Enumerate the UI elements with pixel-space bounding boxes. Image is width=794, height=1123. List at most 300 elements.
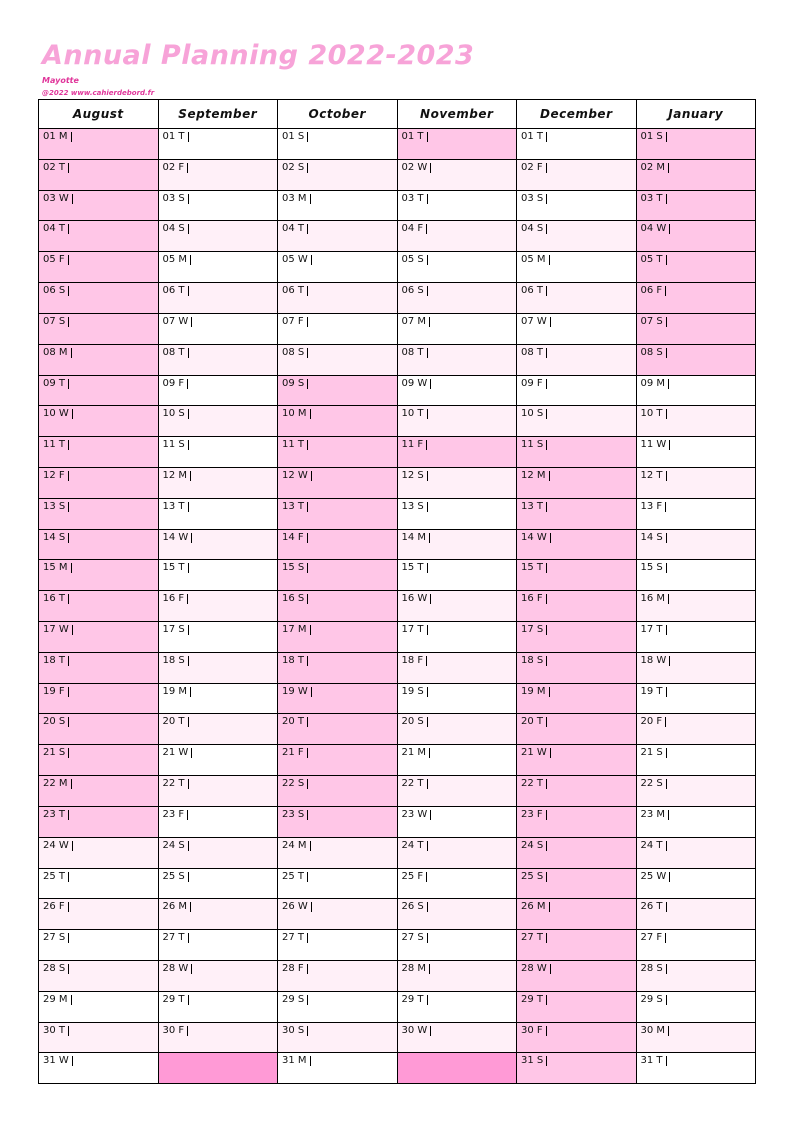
- day-cell[interactable]: [517, 345, 636, 376]
- day-cell[interactable]: [159, 560, 278, 591]
- day-cell[interactable]: [398, 807, 517, 838]
- day-cell[interactable]: [159, 714, 278, 745]
- day-cell[interactable]: [517, 961, 636, 992]
- day-label: 16 F: [163, 594, 189, 604]
- day-label: 02 M: [641, 163, 670, 173]
- day-cell[interactable]: [398, 376, 517, 407]
- day-cell[interactable]: [398, 252, 517, 283]
- day-cell[interactable]: [159, 807, 278, 838]
- day-cell[interactable]: [637, 591, 756, 622]
- day-cell[interactable]: [39, 745, 158, 776]
- day-label: 25 S: [163, 872, 189, 882]
- day-label: 07 F: [282, 317, 308, 327]
- day-label: 19 M: [521, 687, 550, 697]
- day-label: 08 T: [402, 348, 428, 358]
- page-title: Annual Planning 2022-2023: [42, 40, 475, 71]
- day-cell[interactable]: [637, 129, 756, 160]
- day-cell[interactable]: [278, 838, 397, 869]
- day-cell[interactable]: [517, 468, 636, 499]
- day-cell[interactable]: [159, 1023, 278, 1054]
- day-cell[interactable]: [637, 376, 756, 407]
- day-cell[interactable]: [637, 560, 756, 591]
- day-cell[interactable]: [278, 129, 397, 160]
- day-label: 06 F: [641, 286, 667, 296]
- day-cell[interactable]: [39, 1023, 158, 1054]
- day-label: 31 M: [282, 1056, 311, 1066]
- day-cell[interactable]: [637, 745, 756, 776]
- day-cell[interactable]: [637, 838, 756, 869]
- day-label: 11 S: [163, 440, 189, 450]
- day-label: 22 M: [43, 779, 72, 789]
- day-label: 07 M: [402, 317, 431, 327]
- day-cell[interactable]: [517, 930, 636, 961]
- day-label: 13 F: [641, 502, 667, 512]
- day-cell[interactable]: [637, 869, 756, 900]
- day-cell[interactable]: [278, 437, 397, 468]
- day-cell[interactable]: [278, 530, 397, 561]
- day-cell[interactable]: [398, 714, 517, 745]
- day-cell[interactable]: [637, 961, 756, 992]
- day-cell[interactable]: [278, 622, 397, 653]
- day-cell[interactable]: [278, 961, 397, 992]
- day-label: 14 M: [402, 533, 431, 543]
- day-label: 25 F: [402, 872, 428, 882]
- day-label: 26 T: [641, 902, 667, 912]
- day-cell[interactable]: [278, 499, 397, 530]
- day-label: 19 W: [282, 687, 312, 697]
- day-label: 21 W: [163, 748, 193, 758]
- day-cell[interactable]: [39, 560, 158, 591]
- day-cell[interactable]: [159, 530, 278, 561]
- day-cell[interactable]: [278, 252, 397, 283]
- day-cell[interactable]: [159, 653, 278, 684]
- day-cell[interactable]: [278, 653, 397, 684]
- day-label: 25 T: [43, 872, 69, 882]
- day-label: 14 F: [282, 533, 308, 543]
- day-cell[interactable]: [637, 499, 756, 530]
- day-label: 11 S: [521, 440, 547, 450]
- day-cell[interactable]: [398, 930, 517, 961]
- day-label: 25 W: [641, 872, 671, 882]
- day-label: 19 M: [163, 687, 192, 697]
- day-cell[interactable]: [517, 714, 636, 745]
- day-cell[interactable]: [637, 714, 756, 745]
- day-label: 31 S: [521, 1056, 547, 1066]
- day-cell[interactable]: [159, 191, 278, 222]
- day-cell[interactable]: [159, 499, 278, 530]
- day-cell[interactable]: [278, 1053, 397, 1083]
- day-cell[interactable]: [159, 406, 278, 437]
- day-cell[interactable]: [517, 653, 636, 684]
- day-cell[interactable]: [637, 684, 756, 715]
- day-cell[interactable]: [398, 437, 517, 468]
- day-cell[interactable]: [39, 1053, 158, 1083]
- day-label: 03 M: [282, 194, 311, 204]
- day-cell[interactable]: [398, 314, 517, 345]
- day-cell[interactable]: [159, 869, 278, 900]
- day-cell[interactable]: [398, 345, 517, 376]
- day-label: 07 S: [641, 317, 667, 327]
- day-cell[interactable]: [159, 776, 278, 807]
- day-label: 24 S: [521, 841, 547, 851]
- day-cell[interactable]: [159, 622, 278, 653]
- day-cell[interactable]: [39, 376, 158, 407]
- day-cell[interactable]: [39, 129, 158, 160]
- day-cell[interactable]: [637, 160, 756, 191]
- day-label: 02 T: [43, 163, 69, 173]
- day-cell[interactable]: [517, 252, 636, 283]
- day-label: 06 T: [282, 286, 308, 296]
- day-label: 08 S: [641, 348, 667, 358]
- day-cell[interactable]: [278, 221, 397, 252]
- day-label: 20 T: [521, 717, 547, 727]
- day-cell[interactable]: [39, 684, 158, 715]
- day-cell[interactable]: [278, 684, 397, 715]
- day-label: 26 M: [521, 902, 550, 912]
- day-label: 17 T: [641, 625, 667, 635]
- day-label: 10 W: [43, 409, 73, 419]
- day-label: 01 S: [641, 132, 667, 142]
- day-cell[interactable]: [398, 530, 517, 561]
- day-label: 16 S: [282, 594, 308, 604]
- day-cell[interactable]: [278, 468, 397, 499]
- day-cell[interactable]: [39, 530, 158, 561]
- day-label: 25 T: [282, 872, 308, 882]
- day-cell[interactable]: [398, 684, 517, 715]
- day-cell[interactable]: [517, 1023, 636, 1054]
- day-cell[interactable]: [398, 129, 517, 160]
- day-label: 06 T: [163, 286, 189, 296]
- day-label: 02 W: [402, 163, 432, 173]
- day-cell[interactable]: [637, 191, 756, 222]
- day-label: 20 T: [282, 717, 308, 727]
- day-cell[interactable]: [159, 838, 278, 869]
- day-label: 03 S: [521, 194, 547, 204]
- day-label: 24 M: [282, 841, 311, 851]
- day-label: 24 S: [163, 841, 189, 851]
- day-cell[interactable]: [278, 406, 397, 437]
- day-label: 21 S: [43, 748, 69, 758]
- day-cell[interactable]: [398, 622, 517, 653]
- day-cell[interactable]: [39, 653, 158, 684]
- day-cell[interactable]: [398, 221, 517, 252]
- day-cell[interactable]: [637, 468, 756, 499]
- day-cell[interactable]: [517, 160, 636, 191]
- day-cell[interactable]: [278, 191, 397, 222]
- day-cell[interactable]: [517, 560, 636, 591]
- day-cell[interactable]: [278, 745, 397, 776]
- day-label: 07 W: [163, 317, 193, 327]
- day-label: 22 T: [402, 779, 428, 789]
- day-cell[interactable]: [39, 776, 158, 807]
- day-cell[interactable]: [517, 406, 636, 437]
- day-cell[interactable]: [517, 1053, 636, 1083]
- day-cell[interactable]: [517, 283, 636, 314]
- day-label: 05 F: [43, 255, 69, 265]
- day-cell[interactable]: [398, 1023, 517, 1054]
- day-label: 27 T: [163, 933, 189, 943]
- day-cell[interactable]: [517, 776, 636, 807]
- day-cell[interactable]: [637, 406, 756, 437]
- day-label: 16 F: [521, 594, 547, 604]
- day-label: 31 W: [43, 1056, 73, 1066]
- day-label: 23 W: [402, 810, 432, 820]
- day-cell[interactable]: [517, 499, 636, 530]
- empty-day-cell: [398, 1053, 517, 1083]
- day-cell[interactable]: [517, 869, 636, 900]
- day-label: 03 W: [43, 194, 73, 204]
- day-cell[interactable]: [159, 314, 278, 345]
- day-cell[interactable]: [159, 745, 278, 776]
- day-label: 15 M: [43, 563, 72, 573]
- day-cell[interactable]: [517, 376, 636, 407]
- day-label: 07 S: [43, 317, 69, 327]
- day-cell[interactable]: [159, 591, 278, 622]
- day-cell[interactable]: [517, 591, 636, 622]
- day-cell[interactable]: [637, 1023, 756, 1054]
- day-label: 28 W: [163, 964, 193, 974]
- day-cell[interactable]: [39, 191, 158, 222]
- day-cell[interactable]: [398, 560, 517, 591]
- day-cell[interactable]: [39, 992, 158, 1023]
- day-label: 16 M: [641, 594, 670, 604]
- day-cell[interactable]: [398, 591, 517, 622]
- day-cell[interactable]: [637, 345, 756, 376]
- day-cell[interactable]: [637, 930, 756, 961]
- day-cell[interactable]: [398, 406, 517, 437]
- day-label: 22 S: [282, 779, 308, 789]
- day-cell[interactable]: [398, 499, 517, 530]
- day-cell[interactable]: [159, 468, 278, 499]
- day-label: 06 S: [402, 286, 428, 296]
- day-cell[interactable]: [398, 191, 517, 222]
- day-label: 22 S: [641, 779, 667, 789]
- day-cell[interactable]: [278, 345, 397, 376]
- day-label: 23 F: [163, 810, 189, 820]
- day-label: 13 T: [282, 502, 308, 512]
- day-cell[interactable]: [159, 345, 278, 376]
- day-label: 14 S: [641, 533, 667, 543]
- day-cell[interactable]: [517, 221, 636, 252]
- day-cell[interactable]: [517, 530, 636, 561]
- day-cell[interactable]: [517, 745, 636, 776]
- day-label: 04 T: [43, 224, 69, 234]
- day-label: 20 S: [43, 717, 69, 727]
- day-cell[interactable]: [398, 838, 517, 869]
- day-label: 12 F: [43, 471, 69, 481]
- day-cell[interactable]: [637, 899, 756, 930]
- day-cell[interactable]: [278, 160, 397, 191]
- day-cell[interactable]: [517, 684, 636, 715]
- day-cell[interactable]: [278, 930, 397, 961]
- day-cell[interactable]: [159, 160, 278, 191]
- day-cell[interactable]: [278, 869, 397, 900]
- month-header: January: [637, 99, 756, 129]
- day-label: 28 S: [641, 964, 667, 974]
- day-cell[interactable]: [398, 992, 517, 1023]
- day-cell[interactable]: [39, 930, 158, 961]
- day-cell[interactable]: [39, 437, 158, 468]
- day-label: 19 S: [402, 687, 428, 697]
- day-cell[interactable]: [517, 129, 636, 160]
- month-column-december: [517, 99, 637, 1083]
- day-cell[interactable]: [159, 283, 278, 314]
- day-cell[interactable]: [637, 622, 756, 653]
- day-cell[interactable]: [278, 560, 397, 591]
- day-cell[interactable]: [39, 252, 158, 283]
- day-cell[interactable]: [39, 714, 158, 745]
- day-label: 12 S: [402, 471, 428, 481]
- day-cell[interactable]: [517, 838, 636, 869]
- day-cell[interactable]: [398, 745, 517, 776]
- day-cell[interactable]: [278, 899, 397, 930]
- day-cell[interactable]: [398, 776, 517, 807]
- day-label: 29 M: [43, 995, 72, 1005]
- day-label: 17 W: [43, 625, 73, 635]
- day-label: 23 F: [521, 810, 547, 820]
- day-label: 26 F: [43, 902, 69, 912]
- day-cell[interactable]: [637, 776, 756, 807]
- day-label: 15 S: [282, 563, 308, 573]
- day-cell[interactable]: [39, 807, 158, 838]
- day-label: 19 F: [43, 687, 69, 697]
- day-cell[interactable]: [278, 1023, 397, 1054]
- day-cell[interactable]: [39, 838, 158, 869]
- day-cell[interactable]: [637, 1053, 756, 1083]
- day-cell[interactable]: [637, 221, 756, 252]
- day-label: 09 F: [163, 379, 189, 389]
- day-label: 11 T: [282, 440, 308, 450]
- day-label: 30 T: [43, 1026, 69, 1036]
- day-cell[interactable]: [398, 160, 517, 191]
- day-label: 28 W: [521, 964, 551, 974]
- day-cell[interactable]: [637, 437, 756, 468]
- day-cell[interactable]: [159, 961, 278, 992]
- day-label: 05 S: [402, 255, 428, 265]
- day-cell[interactable]: [398, 283, 517, 314]
- month-column-january: [637, 99, 757, 1083]
- day-cell[interactable]: [517, 622, 636, 653]
- copyright-text: @2022 www.cahierdebord.fr: [42, 89, 155, 97]
- day-cell[interactable]: [39, 283, 158, 314]
- day-cell[interactable]: [517, 899, 636, 930]
- day-label: 19 T: [641, 687, 667, 697]
- day-label: 04 W: [641, 224, 671, 234]
- day-cell[interactable]: [637, 653, 756, 684]
- day-label: 24 T: [641, 841, 667, 851]
- day-label: 24 T: [402, 841, 428, 851]
- day-label: 27 S: [43, 933, 69, 943]
- month-column-october: [278, 99, 398, 1083]
- day-cell[interactable]: [278, 714, 397, 745]
- day-cell[interactable]: [398, 869, 517, 900]
- day-label: 11 W: [641, 440, 671, 450]
- day-cell[interactable]: [39, 160, 158, 191]
- day-cell[interactable]: [39, 345, 158, 376]
- day-cell[interactable]: [637, 283, 756, 314]
- day-label: 23 M: [641, 810, 670, 820]
- day-cell[interactable]: [159, 899, 278, 930]
- day-cell[interactable]: [39, 869, 158, 900]
- day-cell[interactable]: [517, 437, 636, 468]
- day-cell[interactable]: [39, 622, 158, 653]
- day-label: 16 T: [43, 594, 69, 604]
- day-cell[interactable]: [39, 499, 158, 530]
- day-cell[interactable]: [637, 992, 756, 1023]
- day-cell[interactable]: [278, 992, 397, 1023]
- day-cell[interactable]: [39, 314, 158, 345]
- day-label: 06 T: [521, 286, 547, 296]
- day-label: 18 T: [282, 656, 308, 666]
- day-cell[interactable]: [637, 314, 756, 345]
- day-cell[interactable]: [159, 129, 278, 160]
- day-label: 13 T: [521, 502, 547, 512]
- day-label: 31 T: [641, 1056, 667, 1066]
- day-cell[interactable]: [278, 376, 397, 407]
- day-cell[interactable]: [159, 930, 278, 961]
- day-cell[interactable]: [637, 530, 756, 561]
- day-label: 13 S: [402, 502, 428, 512]
- day-cell[interactable]: [39, 899, 158, 930]
- day-label: 20 T: [163, 717, 189, 727]
- day-label: 09 F: [521, 379, 547, 389]
- day-cell[interactable]: [39, 961, 158, 992]
- day-label: 21 F: [282, 748, 308, 758]
- day-cell[interactable]: [159, 252, 278, 283]
- day-cell[interactable]: [278, 807, 397, 838]
- day-label: 12 W: [282, 471, 312, 481]
- day-label: 28 S: [43, 964, 69, 974]
- day-cell[interactable]: [159, 437, 278, 468]
- day-label: 24 W: [43, 841, 73, 851]
- day-cell[interactable]: [398, 468, 517, 499]
- day-label: 23 S: [282, 810, 308, 820]
- day-label: 27 T: [521, 933, 547, 943]
- day-cell[interactable]: [637, 252, 756, 283]
- day-cell[interactable]: [278, 283, 397, 314]
- day-label: 13 S: [43, 502, 69, 512]
- day-cell[interactable]: [398, 961, 517, 992]
- day-cell[interactable]: [39, 468, 158, 499]
- day-cell[interactable]: [398, 653, 517, 684]
- day-cell[interactable]: [39, 221, 158, 252]
- day-cell[interactable]: [398, 899, 517, 930]
- day-cell[interactable]: [159, 684, 278, 715]
- day-cell[interactable]: [278, 591, 397, 622]
- day-cell[interactable]: [278, 314, 397, 345]
- day-cell[interactable]: [39, 591, 158, 622]
- day-cell[interactable]: [517, 314, 636, 345]
- day-label: 05 W: [282, 255, 312, 265]
- day-label: 12 T: [641, 471, 667, 481]
- day-label: 22 T: [521, 779, 547, 789]
- day-label: 03 S: [163, 194, 189, 204]
- day-cell[interactable]: [159, 992, 278, 1023]
- day-cell[interactable]: [159, 376, 278, 407]
- day-label: 29 T: [163, 995, 189, 1005]
- day-cell[interactable]: [517, 807, 636, 838]
- day-label: 08 T: [521, 348, 547, 358]
- day-cell[interactable]: [517, 992, 636, 1023]
- day-label: 09 S: [282, 379, 308, 389]
- day-cell[interactable]: [159, 221, 278, 252]
- day-cell[interactable]: [517, 191, 636, 222]
- day-cell[interactable]: [39, 406, 158, 437]
- empty-day-cell: [159, 1053, 278, 1083]
- day-cell[interactable]: [278, 776, 397, 807]
- day-cell[interactable]: [637, 807, 756, 838]
- day-label: 23 T: [43, 810, 69, 820]
